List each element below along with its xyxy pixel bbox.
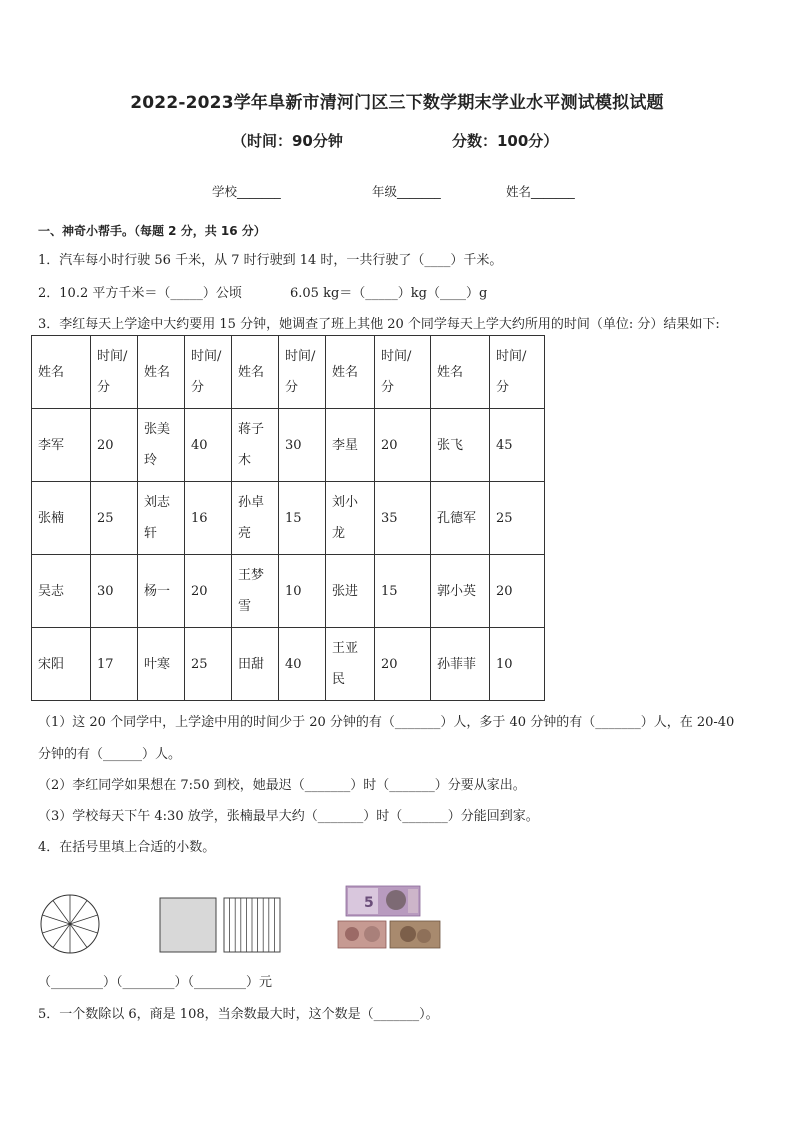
section-heading: 一、神奇小帮手。（每题 2 分，共 16 分） [38, 224, 266, 238]
five-yuan-value: 5 [364, 895, 374, 911]
grade-field: 年级_______ [372, 184, 441, 199]
question-4: 4．在括号里填上合适的小数。 [38, 840, 216, 855]
question-5: 5．一个数除以 6，商是 108，当余数最大时，这个数是（_______）。 [38, 1007, 439, 1022]
table-cell: 李星 [326, 409, 375, 482]
fraction-figures [36, 890, 286, 960]
table-cell: 40 [185, 409, 232, 482]
table-cell: 25 [91, 482, 138, 555]
striped-square-figure [224, 898, 280, 952]
jiao-note-left [338, 921, 386, 948]
table-cell: 孙菲菲 [431, 628, 490, 701]
table-cell: 刘小龙 [326, 482, 375, 555]
table-cell: 叶寒 [138, 628, 185, 701]
name-field: 姓名_______ [506, 184, 575, 199]
table-cell: 20 [375, 409, 431, 482]
table-cell: 45 [490, 409, 545, 482]
table-cell: 张楠 [32, 482, 91, 555]
question-3-2: （2）李红同学如果想在 7:50 到校，她最迟（_______）时（_______）分要从家出。 [38, 778, 526, 793]
table-cell: 孙卓亮 [232, 482, 279, 555]
table-header-cell: 时间/分 [375, 336, 431, 409]
table-cell: 张美玲 [138, 409, 185, 482]
table-cell: 张进 [326, 555, 375, 628]
table-cell: 10 [279, 555, 326, 628]
table-cell: 20 [490, 555, 545, 628]
table-header-cell: 姓名 [138, 336, 185, 409]
table-row [32, 409, 545, 482]
table-header-cell: 时间/分 [279, 336, 326, 409]
table-cell: 30 [279, 409, 326, 482]
table-cell: 17 [91, 628, 138, 701]
question-3-3: （3）学校每天下午 4:30 放学，张楠最早大约（_______）时（_______）分能回到家。 [38, 809, 539, 824]
table-cell: 宋阳 [32, 628, 91, 701]
banknotes-figure [336, 884, 444, 952]
table-header-cell: 时间/分 [91, 336, 138, 409]
table-cell: 刘志轩 [138, 482, 185, 555]
school-field: 学校_______ [212, 184, 281, 199]
table-cell: 15 [375, 555, 431, 628]
table-header-cell: 姓名 [326, 336, 375, 409]
table-row [32, 482, 545, 555]
circle-fraction-figure [41, 895, 99, 953]
table-cell: 15 [279, 482, 326, 555]
table-cell: 35 [375, 482, 431, 555]
question-3-1a: （1）这 20 个同学中，上学途中用的时间少于 20 分钟的有（_______）人，多于 40 分钟的有（_______）人，在 20-40 [38, 715, 735, 730]
table-header-cell: 姓名 [232, 336, 279, 409]
shaded-square-figure [160, 898, 216, 952]
table-cell: 吴志 [32, 555, 91, 628]
question-1: 1．汽车每小时行驶 56 千米，从 7 时行驶到 14 时，一共行驶了（____）千米。 [38, 253, 503, 268]
table-cell: 30 [91, 555, 138, 628]
page-title: 2022-2023学年阜新市清河门区三下数学期末学业水平测试模拟试题 [130, 93, 664, 113]
table-header-cell: 姓名 [431, 336, 490, 409]
time-table [31, 335, 545, 701]
jiao-note-right [390, 921, 440, 948]
table-cell: 20 [91, 409, 138, 482]
table-cell: 40 [279, 628, 326, 701]
table-cell: 田甜 [232, 628, 279, 701]
table-cell: 王亚民 [326, 628, 375, 701]
question-2b: 6.05 kg＝（_____）kg（____）g [290, 286, 488, 301]
question-3-1b: 分钟的有（______）人。 [38, 747, 182, 762]
five-yuan-note [346, 886, 420, 916]
table-cell: 蒋子木 [232, 409, 279, 482]
table-header-cell: 时间/分 [490, 336, 545, 409]
question-3: 3．李红每天上学途中大约要用 15 分钟，她调查了班上其他 20 个同学每天上学大约所用的时间（单位: 分）结果如下: [38, 317, 720, 332]
table-cell: 16 [185, 482, 232, 555]
question-2a: 2．10.2 平方千米＝（_____）公顷 [38, 286, 242, 301]
table-header-cell: 时间/分 [185, 336, 232, 409]
table-cell: 张飞 [431, 409, 490, 482]
table-cell: 郭小英 [431, 555, 490, 628]
table-cell: 20 [185, 555, 232, 628]
question-4-answers: （________）（________）（________）元 [38, 975, 273, 990]
table-cell: 20 [375, 628, 431, 701]
table-cell: 25 [185, 628, 232, 701]
table-cell: 李军 [32, 409, 91, 482]
table-header-row [32, 336, 545, 409]
exam-time: （时间：90分钟 [232, 132, 343, 150]
table-cell: 25 [490, 482, 545, 555]
table-cell: 杨一 [138, 555, 185, 628]
table-cell: 王梦雪 [232, 555, 279, 628]
table-row [32, 555, 545, 628]
table-header-cell: 姓名 [32, 336, 91, 409]
table-row [32, 628, 545, 701]
table-cell: 10 [490, 628, 545, 701]
table-cell: 孔德军 [431, 482, 490, 555]
exam-score: 分数：100分） [452, 132, 559, 150]
